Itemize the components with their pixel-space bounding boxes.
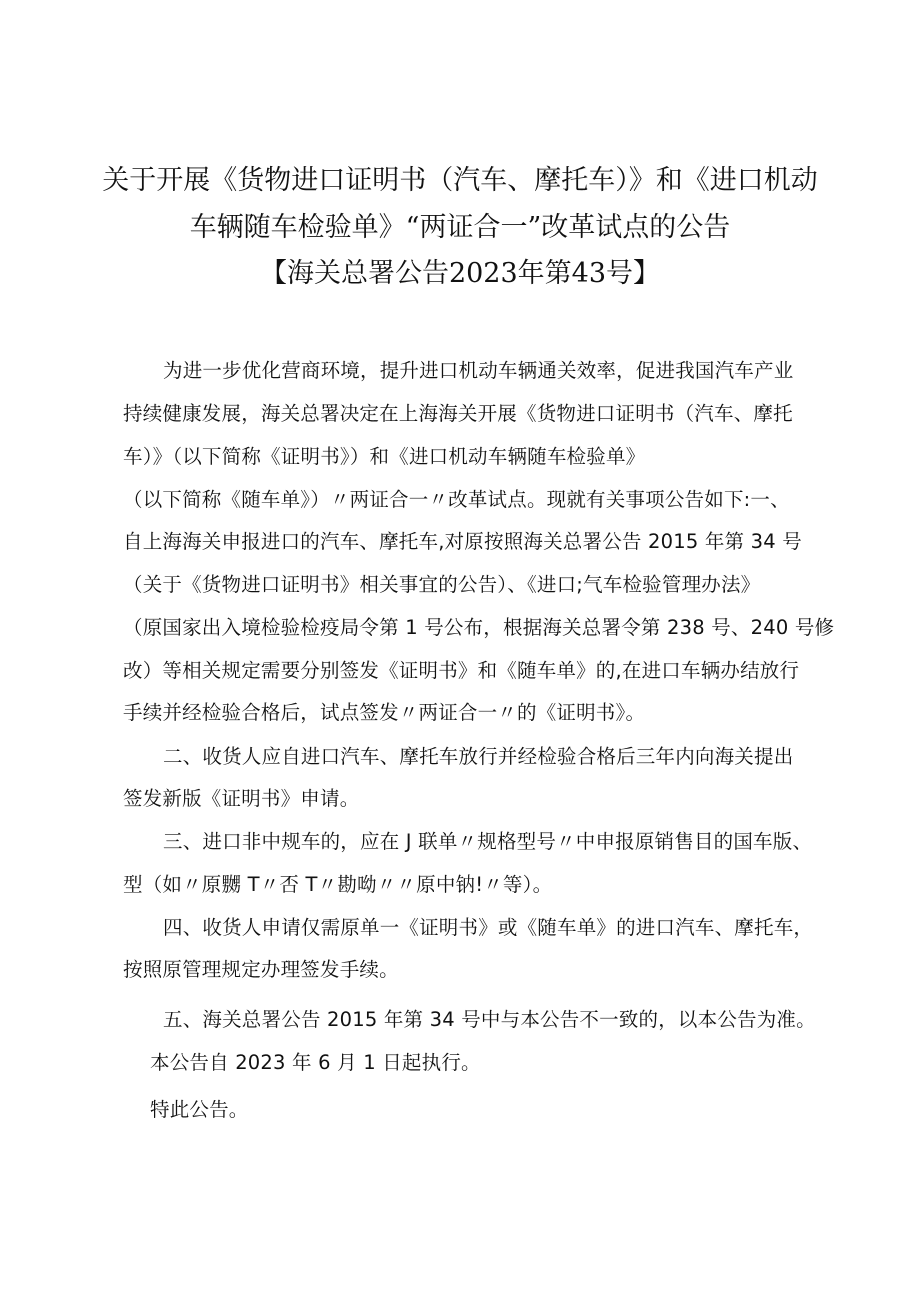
- paragraph-1-line-1: 为进一步优化营商环境，提升进口机动车辆通关效率，促进我国汽车产业: [163, 359, 794, 382]
- paragraph-3-line-2: 型（如〃原嬲 T〃否 T〃勘呦〃〃原中钠!〃等）。: [123, 873, 553, 896]
- paragraph-2-line-1: 二、收货人应自进口汽车、摩托车放行并经检验合格后三年内向海关提出: [163, 745, 794, 768]
- document-number: 【海关总署公告2023年第43号】: [259, 258, 661, 289]
- paragraph-1-line-8: 改）等相关规定需要分别签发《证明书》和《随车单》的,在进口车辆办结放行: [123, 659, 800, 682]
- paragraph-1-line-4: （以下简称《随车单》）〃两证合一〃改革试点。现就有关事项公告如下:一、: [123, 488, 790, 511]
- closing-statement: 特此公告。: [150, 1098, 249, 1121]
- paragraph-1-line-7: （原国家出入境检验检疫局令第 1 号公布，根据海关总署令第 238 号、240 号修: [123, 616, 835, 639]
- effective-date: 本公告自 2023 年 6 月 1 日起执行。: [150, 1051, 481, 1074]
- paragraph-4-line-2: 按照原管理规定办理签发手续。: [123, 958, 399, 981]
- document-title-line-2: 车辆随车检验单》“两证合一”改革试点的公告: [189, 212, 731, 243]
- paragraph-3-line-1: 三、进口非中规车的，应在 J 联单〃规格型号〃中申报原销售目的国车版、: [163, 830, 813, 853]
- document-title-line-1: 关于开展《货物进口证明书（汽车、摩托车）》和《进口机动: [102, 165, 818, 196]
- paragraph-1-line-9: 手续并经检验合格后，试点签发〃两证合一〃的《证明书》。: [123, 701, 646, 724]
- paragraph-4-line-1: 四、收货人申请仅需原单一《证明书》或《随车单》的进口汽车、摩托车，: [163, 916, 814, 939]
- paragraph-1-line-2: 持续健康发展，海关总署决定在上海海关开展《货物进口证明书（汽车、摩托: [123, 402, 793, 425]
- paragraph-1-line-3: 车）》（以下简称《证明书》）和《进口机动车辆随车检验单》: [123, 445, 646, 468]
- paragraph-5: 五、海关总署公告 2015 年第 34 号中与本公告不一致的，以本公告为准。: [163, 1008, 816, 1031]
- paragraph-1-line-6: （关于《货物进口证明书》相关事宜的公告）、《进口;气车检验管理办法》: [123, 573, 761, 596]
- paragraph-1-line-5: 自上海海关申报进口的汽车、摩托车,对原按照海关总署公告 2015 年第 34 号: [123, 530, 802, 553]
- paragraph-2-line-2: 签发新版《证明书》申请。: [123, 787, 360, 810]
